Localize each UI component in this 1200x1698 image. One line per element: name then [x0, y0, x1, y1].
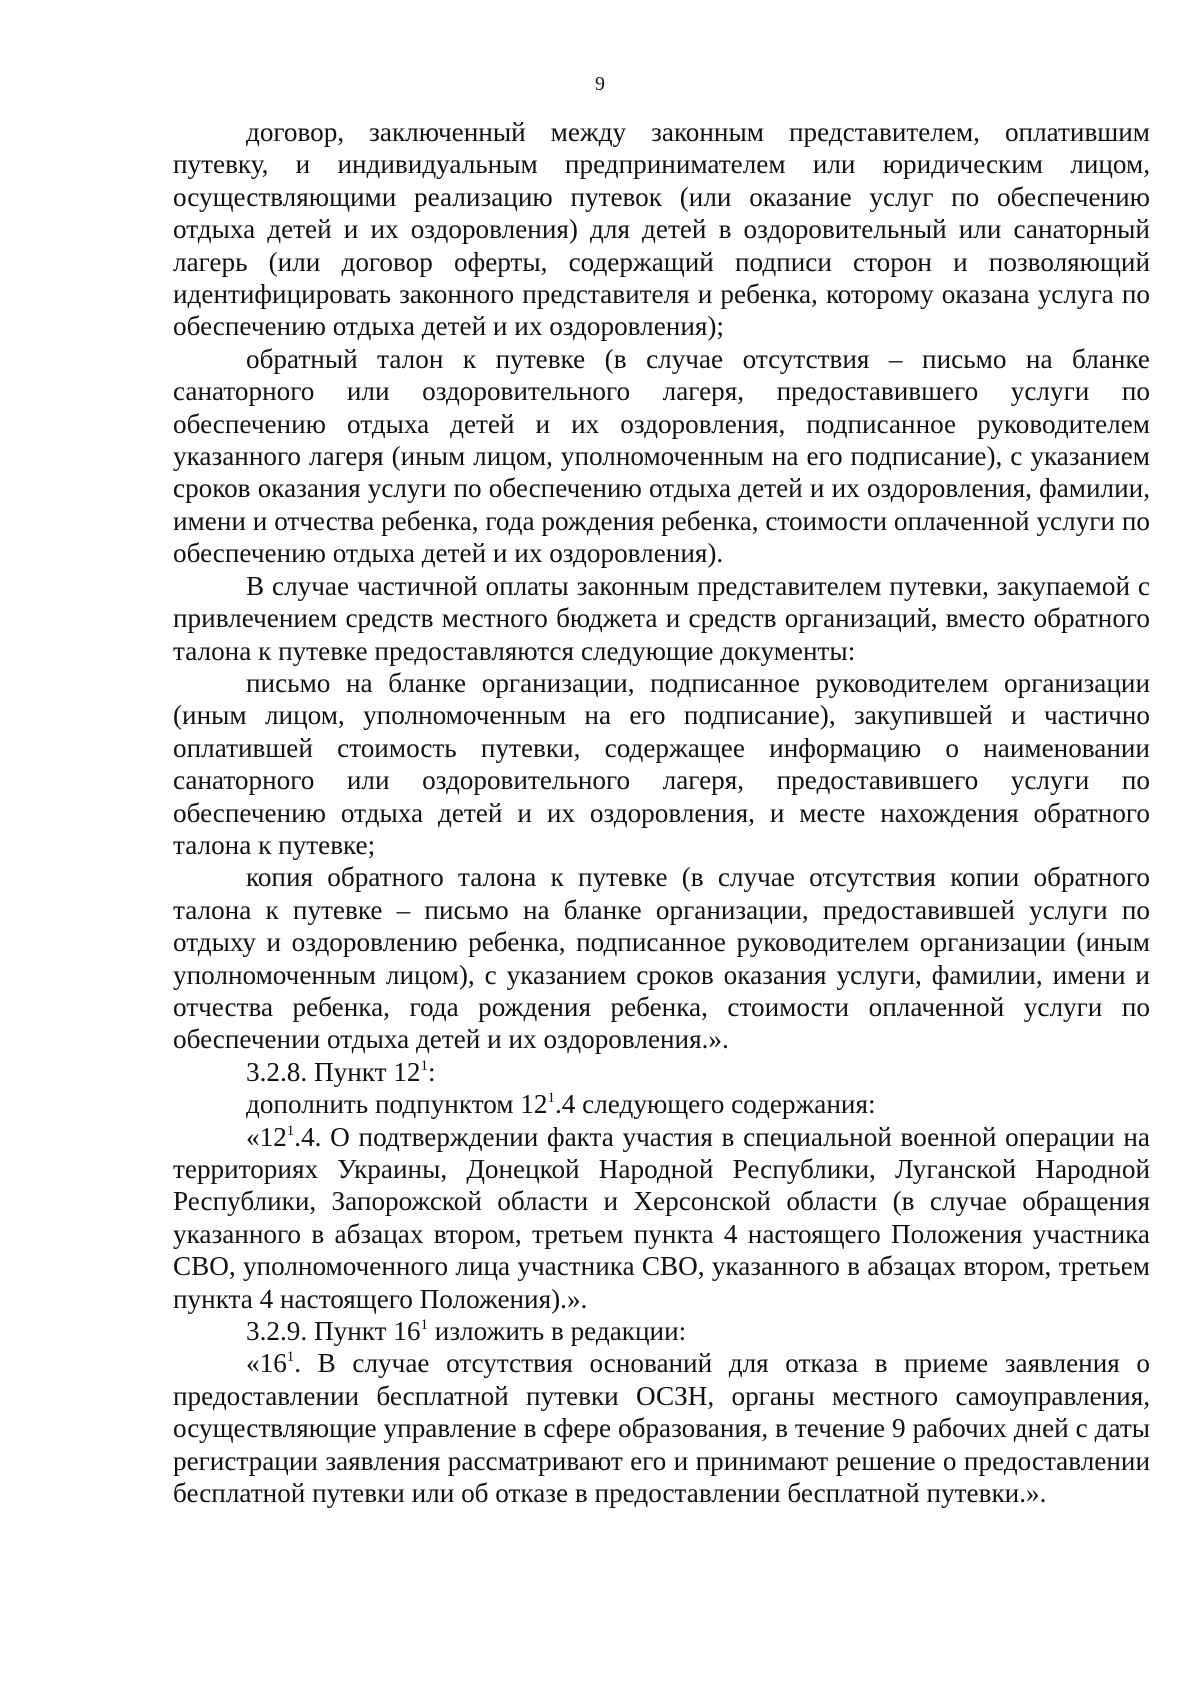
paragraph-12-1-4 [173, 1121, 1150, 1315]
paragraph-supplement [173, 1088, 1150, 1120]
superscript: 1 [286, 1122, 295, 1139]
paragraph-partial-payment: В случае частичной оплаты законным представителем путевки, закупаемой с привлечением средств местного бюджета и средств организаций, вместо обратного талона к путевке предоставляются следующие документы: [173, 570, 1150, 666]
document-body [173, 116, 1150, 1509]
text-segment: изложить в редакции: [427, 1316, 687, 1347]
paragraph-3-2-9 [173, 1315, 1150, 1347]
text-segment: : [427, 1056, 436, 1087]
superscript: 1 [420, 1316, 428, 1333]
text-segment: .4 следующего содержания: [554, 1089, 876, 1120]
text-segment: «12 [246, 1121, 287, 1152]
paragraph-3-2-8 [173, 1056, 1150, 1088]
paragraph-contract: договор, заключенный между законным представителем, оплатившим путевку, и индивидуальным предпринимателем или юридическим лицом, осуществляющими реализацию путевок (или оказание услуг по обеспечению отдыха детей и их оздоровления) для детей в оздоровительный или санаторный лагерь (или договор оферты, содержащий подписи сторон и позволяющий идентифицировать законного представителя и ребенка, которому оказана услуга по обеспечению отдыха детей и их оздоровления); [173, 117, 1150, 342]
page-number: 9 [595, 73, 605, 95]
superscript: 1 [420, 1057, 428, 1074]
paragraph-organization-letter: письмо на бланке организации, подписанное руководителем организации (иным лицом, уполномоченным на его подписание), закупившей и частично оплатившей стоимость путевки, содержащее информацию о наименовании санаторного или оздоровительного лагеря, предоставившего услуги по обеспечению отдыха детей и их оздоровления, и месте нахождения обратного талона к путевке; [173, 667, 1150, 860]
text-segment: . В случае отсутствия оснований для отказа в приеме заявления о предоставлении бесплатной путевки ОСЗН, органы местного самоуправления, осуществляющие управление в сфере образования, в течение 9 рабочих дней с даты регистрации заявления рассматривают его и принимают решение о предоставлении бесплатной путевки или об отказе в предоставлении бесплатной путевки.». [173, 1348, 1150, 1509]
text-segment: 3.2.8. Пункт 12 [246, 1056, 421, 1087]
paragraph-return-coupon: обратный талон к путевке (в случае отсутствия – письмо на бланке санаторного или оздоровительного лагеря, предоставившего услуги по обеспечению отдыха детей и их оздоровления, подписанное руководителем указанного лагеря (иным лицом, уполномоченным на его подписание), с указанием сроков оказания услуги по обеспечению отдыха детей и их оздоровления, фамилии, имени и отчества ребенка, года рождения ребенка, стоимости оплаченной услуги по обеспечению отдыха детей и их оздоровления). [173, 343, 1150, 569]
paragraph-coupon-copy: копия обратного талона к путевке (в случае отсутствия копии обратного талона к путевке – письмо на бланке организации, предоставившей услуги по отдыху и оздоровлению ребенка, подписанное руководителем организации (иным уполномоченным лицом), с указанием сроков оказания услуги, фамилии, имени и отчества ребенка, года рождения ребенка, стоимости оплаченной услуги по обеспечении отдыха детей и их оздоровления.». [173, 862, 1150, 1055]
superscript: 1 [547, 1090, 555, 1107]
text-segment: дополнить подпунктом 12 [246, 1089, 548, 1120]
superscript: 1 [286, 1349, 295, 1366]
text-segment: «16 [246, 1348, 287, 1379]
text-segment: 3.2.9. Пункт 16 [246, 1316, 421, 1347]
paragraph-16-1 [173, 1347, 1150, 1509]
text-segment: .4. О подтверждении факта участия в специальной военной операции на территориях Украины, Донецкой Народной Республики, Луганской Народной Республики, Запорожской области и Херсонской области (в случае обращения указанного в абзацах втором, третьем пункта 4 настоящего Положения участника СВО, уполномоченного лица участника СВО, указанного в абзацах втором, третьем пункта 4 настоящего Положения).». [173, 1121, 1150, 1314]
